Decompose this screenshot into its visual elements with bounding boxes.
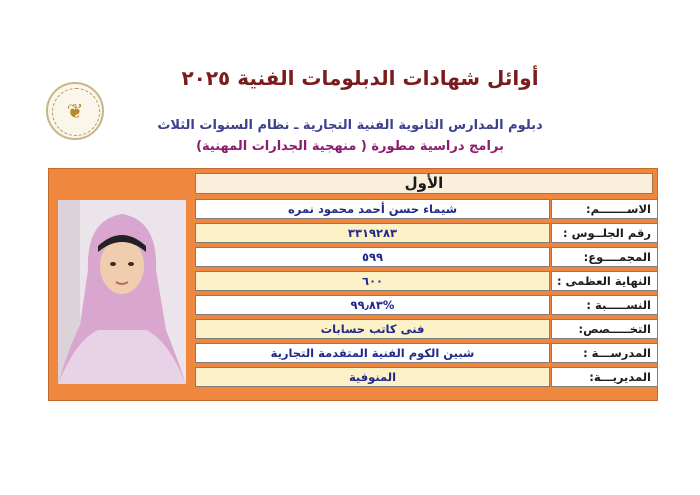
student-photo <box>58 200 186 384</box>
table-row <box>195 199 658 221</box>
name-value: شيماء حسن أحمد محمود نمره <box>195 199 550 219</box>
specialization-value: فنى كاتب حسابات <box>195 319 550 339</box>
logo-ring <box>52 88 100 136</box>
ministry-logo <box>46 82 104 140</box>
table-row <box>195 247 658 269</box>
seat-number-label: رقم الجلــوس : <box>551 223 658 243</box>
specialization-label: التخـــــصص: <box>551 319 658 339</box>
table-row <box>195 367 658 389</box>
percentage-label: النســـــبة : <box>551 295 658 315</box>
max-score-value: ٦٠٠ <box>195 271 550 291</box>
directorate-value: المنوفية <box>195 367 550 387</box>
percentage-value: %٩٩٫٨٣ <box>195 295 550 315</box>
school-label: المدرســـة : <box>551 343 658 363</box>
max-score-label: النهاية العظمى : <box>551 271 658 291</box>
directorate-label: المديريـــة: <box>551 367 658 387</box>
table-row <box>195 343 658 365</box>
table-row <box>195 271 658 293</box>
rank-label: الأول <box>195 173 653 194</box>
name-label: الاســـــــم: <box>551 199 658 219</box>
eagle-emblem-icon: ❦ <box>66 99 84 123</box>
page-subtitle-program: برامج دراسية مطورة ( منهجية الجدارات المهنية) <box>196 139 504 154</box>
seat-number-value: ٣٣١٩٢٨٣ <box>195 223 550 243</box>
total-label: المجمــــوع: <box>551 247 658 267</box>
page-subtitle-diploma: دبلوم المدارس الثانوية الفنية التجارية ـ نظام السنوات الثلاث <box>157 118 543 133</box>
table-row <box>195 295 658 317</box>
table-row <box>195 319 658 341</box>
student-info-table <box>195 199 658 391</box>
total-value: ٥٩٩ <box>195 247 550 267</box>
school-value: شبين الكوم الفنية المتقدمة التجارية <box>195 343 550 363</box>
page-title: أوائل شهادات الدبلومات الفنية ٢٠٢٥ <box>181 66 539 90</box>
table-row <box>195 223 658 245</box>
